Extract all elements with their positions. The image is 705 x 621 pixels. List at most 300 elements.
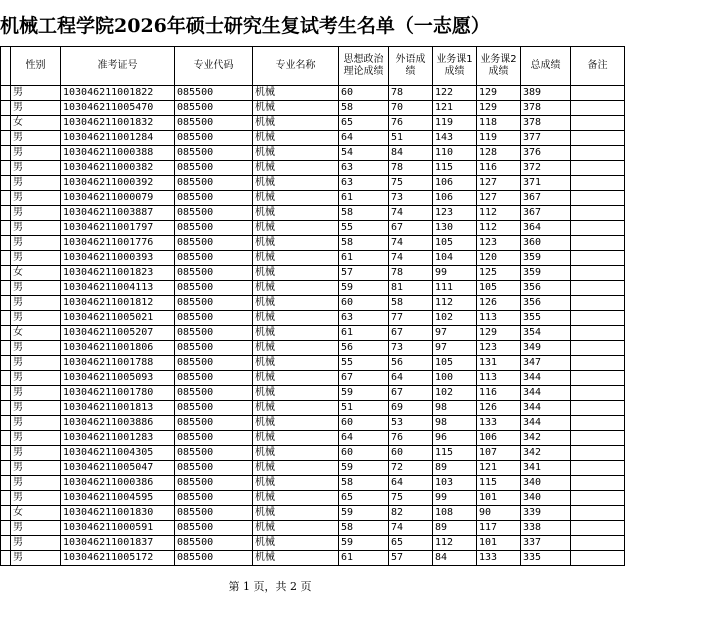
major-name-cell: 机械 <box>253 311 339 326</box>
major-code-cell: 085500 <box>175 536 253 551</box>
table-row <box>1 131 625 146</box>
major-code-cell: 085500 <box>175 206 253 221</box>
total-score-cell: 341 <box>521 461 571 476</box>
subject2-score-cell: 116 <box>477 161 521 176</box>
total-score-cell: 344 <box>521 386 571 401</box>
table-row <box>1 371 625 386</box>
gender-cell: 男 <box>11 146 61 161</box>
table-row <box>1 476 625 491</box>
table-row <box>1 116 625 131</box>
total-score-cell: 360 <box>521 236 571 251</box>
exam-id-cell: 103046211001832 <box>61 116 175 131</box>
gender-cell: 男 <box>11 356 61 371</box>
gender-cell: 男 <box>11 491 61 506</box>
subject2-score-cell: 101 <box>477 536 521 551</box>
total-score-cell: 342 <box>521 446 571 461</box>
politics-score-cell: 51 <box>339 401 389 416</box>
language-score-cell: 74 <box>389 236 433 251</box>
gender-cell: 男 <box>11 251 61 266</box>
subject2-score-cell: 105 <box>477 281 521 296</box>
subject1-score-cell: 99 <box>433 491 477 506</box>
remarks-cell <box>571 356 625 371</box>
subject1-score-cell: 143 <box>433 131 477 146</box>
table-row <box>1 176 625 191</box>
table-row <box>1 386 625 401</box>
total-score-cell: 338 <box>521 521 571 536</box>
subject2-score-cell: 127 <box>477 176 521 191</box>
major-code-cell: 085500 <box>175 461 253 476</box>
subject2-score-cell: 133 <box>477 551 521 566</box>
gender-cell: 女 <box>11 326 61 341</box>
subject1-score-cell: 122 <box>433 86 477 101</box>
total-score-cell: 376 <box>521 146 571 161</box>
language-score-cell: 60 <box>389 446 433 461</box>
subject1-score-cell: 104 <box>433 251 477 266</box>
language-score-cell: 74 <box>389 206 433 221</box>
subject1-score-cell: 98 <box>433 416 477 431</box>
exam-id-cell: 103046211001806 <box>61 341 175 356</box>
total-score-cell: 344 <box>521 416 571 431</box>
gender-cell: 男 <box>11 311 61 326</box>
gender-cell: 男 <box>11 521 61 536</box>
politics-score-cell: 59 <box>339 536 389 551</box>
exam-id-cell: 103046211005093 <box>61 371 175 386</box>
language-score-cell: 72 <box>389 461 433 476</box>
subject2-score-cell: 101 <box>477 491 521 506</box>
major-name-cell: 机械 <box>253 461 339 476</box>
major-code-cell: 085500 <box>175 371 253 386</box>
index-cell <box>1 506 11 521</box>
major-code-cell: 085500 <box>175 416 253 431</box>
table-row <box>1 266 625 281</box>
gender-cell: 男 <box>11 296 61 311</box>
major-code-cell: 085500 <box>175 551 253 566</box>
politics-score-cell: 59 <box>339 281 389 296</box>
exam-id-cell: 103046211001283 <box>61 431 175 446</box>
table-row <box>1 431 625 446</box>
politics-score-cell: 60 <box>339 416 389 431</box>
exam-id-cell: 103046211001822 <box>61 86 175 101</box>
table-row <box>1 356 625 371</box>
remarks-cell <box>571 311 625 326</box>
major-name-cell: 机械 <box>253 86 339 101</box>
gender-cell: 女 <box>11 266 61 281</box>
total-score-cell: 364 <box>521 221 571 236</box>
exam-id-cell: 103046211005207 <box>61 326 175 341</box>
index-cell <box>1 176 11 191</box>
subject2-score-cell: 129 <box>477 86 521 101</box>
language-score-cell: 77 <box>389 311 433 326</box>
major-name-cell: 机械 <box>253 116 339 131</box>
exam-id-cell: 103046211001830 <box>61 506 175 521</box>
index-cell <box>1 401 11 416</box>
header-index <box>1 47 11 86</box>
total-score-cell: 378 <box>521 116 571 131</box>
politics-score-cell: 60 <box>339 86 389 101</box>
language-score-cell: 58 <box>389 296 433 311</box>
subject2-score-cell: 119 <box>477 131 521 146</box>
subject2-score-cell: 90 <box>477 506 521 521</box>
major-code-cell: 085500 <box>175 191 253 206</box>
language-score-cell: 75 <box>389 491 433 506</box>
subject1-score-cell: 115 <box>433 161 477 176</box>
major-name-cell: 机械 <box>253 236 339 251</box>
language-score-cell: 82 <box>389 506 433 521</box>
table-row <box>1 161 625 176</box>
subject1-score-cell: 111 <box>433 281 477 296</box>
page-title: 机械工程学院2026年硕士研究生复试考生名单（一志愿） <box>0 15 490 37</box>
exam-id-cell: 103046211004305 <box>61 446 175 461</box>
gender-cell: 男 <box>11 281 61 296</box>
header-remarks: 备注 <box>571 47 625 86</box>
language-score-cell: 73 <box>389 341 433 356</box>
language-score-cell: 64 <box>389 371 433 386</box>
subject1-score-cell: 84 <box>433 551 477 566</box>
total-score-cell: 389 <box>521 86 571 101</box>
remarks-cell <box>571 86 625 101</box>
remarks-cell <box>571 521 625 536</box>
total-score-cell: 356 <box>521 296 571 311</box>
subject1-score-cell: 112 <box>433 296 477 311</box>
exam-id-cell: 103046211000591 <box>61 521 175 536</box>
language-score-cell: 57 <box>389 551 433 566</box>
subject1-score-cell: 112 <box>433 536 477 551</box>
language-score-cell: 67 <box>389 221 433 236</box>
gender-cell: 男 <box>11 236 61 251</box>
gender-cell: 男 <box>11 416 61 431</box>
major-name-cell: 机械 <box>253 251 339 266</box>
exam-id-cell: 103046211000079 <box>61 191 175 206</box>
table-row <box>1 146 625 161</box>
table-row <box>1 296 625 311</box>
politics-score-cell: 65 <box>339 491 389 506</box>
gender-cell: 男 <box>11 461 61 476</box>
exam-id-cell: 103046211000386 <box>61 476 175 491</box>
exam-id-cell: 103046211001812 <box>61 296 175 311</box>
exam-id-cell: 103046211005172 <box>61 551 175 566</box>
major-code-cell: 085500 <box>175 176 253 191</box>
total-score-cell: 347 <box>521 356 571 371</box>
gender-cell: 男 <box>11 476 61 491</box>
exam-id-cell: 103046211001823 <box>61 266 175 281</box>
index-cell <box>1 551 11 566</box>
subject1-score-cell: 96 <box>433 431 477 446</box>
major-code-cell: 085500 <box>175 401 253 416</box>
subject2-score-cell: 125 <box>477 266 521 281</box>
index-cell <box>1 326 11 341</box>
politics-score-cell: 55 <box>339 356 389 371</box>
table-header-row <box>1 47 625 86</box>
exam-id-cell: 103046211001776 <box>61 236 175 251</box>
major-name-cell: 机械 <box>253 266 339 281</box>
politics-score-cell: 64 <box>339 131 389 146</box>
subject1-score-cell: 102 <box>433 311 477 326</box>
gender-cell: 男 <box>11 431 61 446</box>
index-cell <box>1 116 11 131</box>
politics-score-cell: 63 <box>339 176 389 191</box>
total-score-cell: 349 <box>521 341 571 356</box>
index-cell <box>1 431 11 446</box>
language-score-cell: 78 <box>389 161 433 176</box>
politics-score-cell: 58 <box>339 101 389 116</box>
table-row <box>1 536 625 551</box>
index-cell <box>1 146 11 161</box>
language-score-cell: 76 <box>389 431 433 446</box>
exam-id-cell: 103046211001813 <box>61 401 175 416</box>
gender-cell: 男 <box>11 206 61 221</box>
total-score-cell: 378 <box>521 101 571 116</box>
exam-id-cell: 103046211000388 <box>61 146 175 161</box>
subject2-score-cell: 106 <box>477 431 521 446</box>
index-cell <box>1 86 11 101</box>
header-major-name: 专业名称 <box>253 47 339 86</box>
table-row <box>1 311 625 326</box>
remarks-cell <box>571 401 625 416</box>
major-code-cell: 085500 <box>175 131 253 146</box>
politics-score-cell: 65 <box>339 116 389 131</box>
gender-cell: 男 <box>11 386 61 401</box>
major-code-cell: 085500 <box>175 161 253 176</box>
table-row <box>1 491 625 506</box>
language-score-cell: 78 <box>389 86 433 101</box>
index-cell <box>1 311 11 326</box>
politics-score-cell: 58 <box>339 206 389 221</box>
major-code-cell: 085500 <box>175 146 253 161</box>
index-cell <box>1 236 11 251</box>
subject1-score-cell: 115 <box>433 446 477 461</box>
total-score-cell: 339 <box>521 506 571 521</box>
major-code-cell: 085500 <box>175 446 253 461</box>
remarks-cell <box>571 296 625 311</box>
index-cell <box>1 461 11 476</box>
index-cell <box>1 296 11 311</box>
index-cell <box>1 416 11 431</box>
remarks-cell <box>571 161 625 176</box>
major-code-cell: 085500 <box>175 506 253 521</box>
major-name-cell: 机械 <box>253 431 339 446</box>
major-code-cell: 085500 <box>175 311 253 326</box>
exam-id-cell: 103046211003887 <box>61 206 175 221</box>
subject2-score-cell: 129 <box>477 101 521 116</box>
remarks-cell <box>571 116 625 131</box>
subject2-score-cell: 126 <box>477 401 521 416</box>
table-row <box>1 416 625 431</box>
candidate-table <box>0 46 625 566</box>
politics-score-cell: 56 <box>339 341 389 356</box>
index-cell <box>1 221 11 236</box>
page-footer: 第 1 页，共 2 页 <box>228 580 312 593</box>
remarks-cell <box>571 206 625 221</box>
politics-score-cell: 60 <box>339 446 389 461</box>
remarks-cell <box>571 446 625 461</box>
subject1-score-cell: 100 <box>433 371 477 386</box>
politics-score-cell: 61 <box>339 251 389 266</box>
exam-id-cell: 103046211001837 <box>61 536 175 551</box>
major-code-cell: 085500 <box>175 101 253 116</box>
remarks-cell <box>571 146 625 161</box>
total-score-cell: 359 <box>521 266 571 281</box>
major-name-cell: 机械 <box>253 176 339 191</box>
table-row <box>1 191 625 206</box>
major-code-cell: 085500 <box>175 116 253 131</box>
remarks-cell <box>571 461 625 476</box>
language-score-cell: 81 <box>389 281 433 296</box>
language-score-cell: 67 <box>389 326 433 341</box>
gender-cell: 男 <box>11 176 61 191</box>
language-score-cell: 78 <box>389 266 433 281</box>
index-cell <box>1 476 11 491</box>
politics-score-cell: 67 <box>339 371 389 386</box>
subject2-score-cell: 118 <box>477 116 521 131</box>
subject1-score-cell: 119 <box>433 116 477 131</box>
politics-score-cell: 58 <box>339 521 389 536</box>
major-name-cell: 机械 <box>253 551 339 566</box>
politics-score-cell: 58 <box>339 476 389 491</box>
remarks-cell <box>571 326 625 341</box>
subject1-score-cell: 89 <box>433 521 477 536</box>
index-cell <box>1 371 11 386</box>
remarks-cell <box>571 251 625 266</box>
major-name-cell: 机械 <box>253 131 339 146</box>
major-code-cell: 085500 <box>175 356 253 371</box>
subject1-score-cell: 102 <box>433 386 477 401</box>
total-score-cell: 356 <box>521 281 571 296</box>
index-cell <box>1 161 11 176</box>
language-score-cell: 53 <box>389 416 433 431</box>
remarks-cell <box>571 506 625 521</box>
total-score-cell: 355 <box>521 311 571 326</box>
total-score-cell: 340 <box>521 491 571 506</box>
table-row <box>1 446 625 461</box>
remarks-cell <box>571 131 625 146</box>
major-name-cell: 机械 <box>253 371 339 386</box>
language-score-cell: 74 <box>389 251 433 266</box>
exam-id-cell: 103046211003886 <box>61 416 175 431</box>
major-code-cell: 085500 <box>175 266 253 281</box>
subject1-score-cell: 105 <box>433 236 477 251</box>
total-score-cell: 367 <box>521 206 571 221</box>
subject2-score-cell: 113 <box>477 311 521 326</box>
gender-cell: 男 <box>11 161 61 176</box>
language-score-cell: 65 <box>389 536 433 551</box>
subject1-score-cell: 97 <box>433 326 477 341</box>
table-row <box>1 401 625 416</box>
subject2-score-cell: 127 <box>477 191 521 206</box>
major-code-cell: 085500 <box>175 326 253 341</box>
index-cell <box>1 251 11 266</box>
exam-id-cell: 103046211004113 <box>61 281 175 296</box>
remarks-cell <box>571 191 625 206</box>
major-name-cell: 机械 <box>253 161 339 176</box>
total-score-cell: 371 <box>521 176 571 191</box>
major-name-cell: 机械 <box>253 326 339 341</box>
table-row <box>1 461 625 476</box>
subject1-score-cell: 106 <box>433 176 477 191</box>
remarks-cell <box>571 236 625 251</box>
index-cell <box>1 206 11 221</box>
header-gender: 性别 <box>11 47 61 86</box>
politics-score-cell: 61 <box>339 551 389 566</box>
language-score-cell: 67 <box>389 386 433 401</box>
major-code-cell: 085500 <box>175 341 253 356</box>
subject2-score-cell: 115 <box>477 476 521 491</box>
major-name-cell: 机械 <box>253 221 339 236</box>
subject2-score-cell: 131 <box>477 356 521 371</box>
remarks-cell <box>571 176 625 191</box>
language-score-cell: 73 <box>389 191 433 206</box>
table-row <box>1 551 625 566</box>
total-score-cell: 354 <box>521 326 571 341</box>
language-score-cell: 51 <box>389 131 433 146</box>
major-code-cell: 085500 <box>175 86 253 101</box>
subject2-score-cell: 117 <box>477 521 521 536</box>
index-cell <box>1 131 11 146</box>
politics-score-cell: 54 <box>339 146 389 161</box>
subject2-score-cell: 126 <box>477 296 521 311</box>
table-row <box>1 521 625 536</box>
subject1-score-cell: 89 <box>433 461 477 476</box>
subject2-score-cell: 112 <box>477 221 521 236</box>
index-cell <box>1 446 11 461</box>
header-subject2-score: 业务课2成绩 <box>477 47 521 86</box>
subject2-score-cell: 113 <box>477 371 521 386</box>
language-score-cell: 70 <box>389 101 433 116</box>
major-code-cell: 085500 <box>175 296 253 311</box>
exam-id-cell: 103046211001788 <box>61 356 175 371</box>
total-score-cell: 377 <box>521 131 571 146</box>
index-cell <box>1 101 11 116</box>
subject2-score-cell: 133 <box>477 416 521 431</box>
index-cell <box>1 281 11 296</box>
gender-cell: 男 <box>11 371 61 386</box>
table-row <box>1 341 625 356</box>
politics-score-cell: 59 <box>339 386 389 401</box>
subject1-score-cell: 103 <box>433 476 477 491</box>
total-score-cell: 342 <box>521 431 571 446</box>
subject1-score-cell: 98 <box>433 401 477 416</box>
remarks-cell <box>571 476 625 491</box>
header-major-code: 专业代码 <box>175 47 253 86</box>
remarks-cell <box>571 536 625 551</box>
major-name-cell: 机械 <box>253 146 339 161</box>
language-score-cell: 64 <box>389 476 433 491</box>
major-code-cell: 085500 <box>175 386 253 401</box>
index-cell <box>1 491 11 506</box>
index-cell <box>1 521 11 536</box>
politics-score-cell: 59 <box>339 506 389 521</box>
index-cell <box>1 341 11 356</box>
major-name-cell: 机械 <box>253 476 339 491</box>
remarks-cell <box>571 416 625 431</box>
subject1-score-cell: 106 <box>433 191 477 206</box>
subject2-score-cell: 120 <box>477 251 521 266</box>
index-cell <box>1 356 11 371</box>
major-code-cell: 085500 <box>175 236 253 251</box>
subject1-score-cell: 108 <box>433 506 477 521</box>
major-name-cell: 机械 <box>253 536 339 551</box>
major-name-cell: 机械 <box>253 401 339 416</box>
gender-cell: 男 <box>11 191 61 206</box>
language-score-cell: 76 <box>389 116 433 131</box>
index-cell <box>1 266 11 281</box>
major-name-cell: 机械 <box>253 356 339 371</box>
total-score-cell: 335 <box>521 551 571 566</box>
major-name-cell: 机械 <box>253 296 339 311</box>
gender-cell: 男 <box>11 536 61 551</box>
major-name-cell: 机械 <box>253 101 339 116</box>
subject1-score-cell: 121 <box>433 101 477 116</box>
total-score-cell: 337 <box>521 536 571 551</box>
